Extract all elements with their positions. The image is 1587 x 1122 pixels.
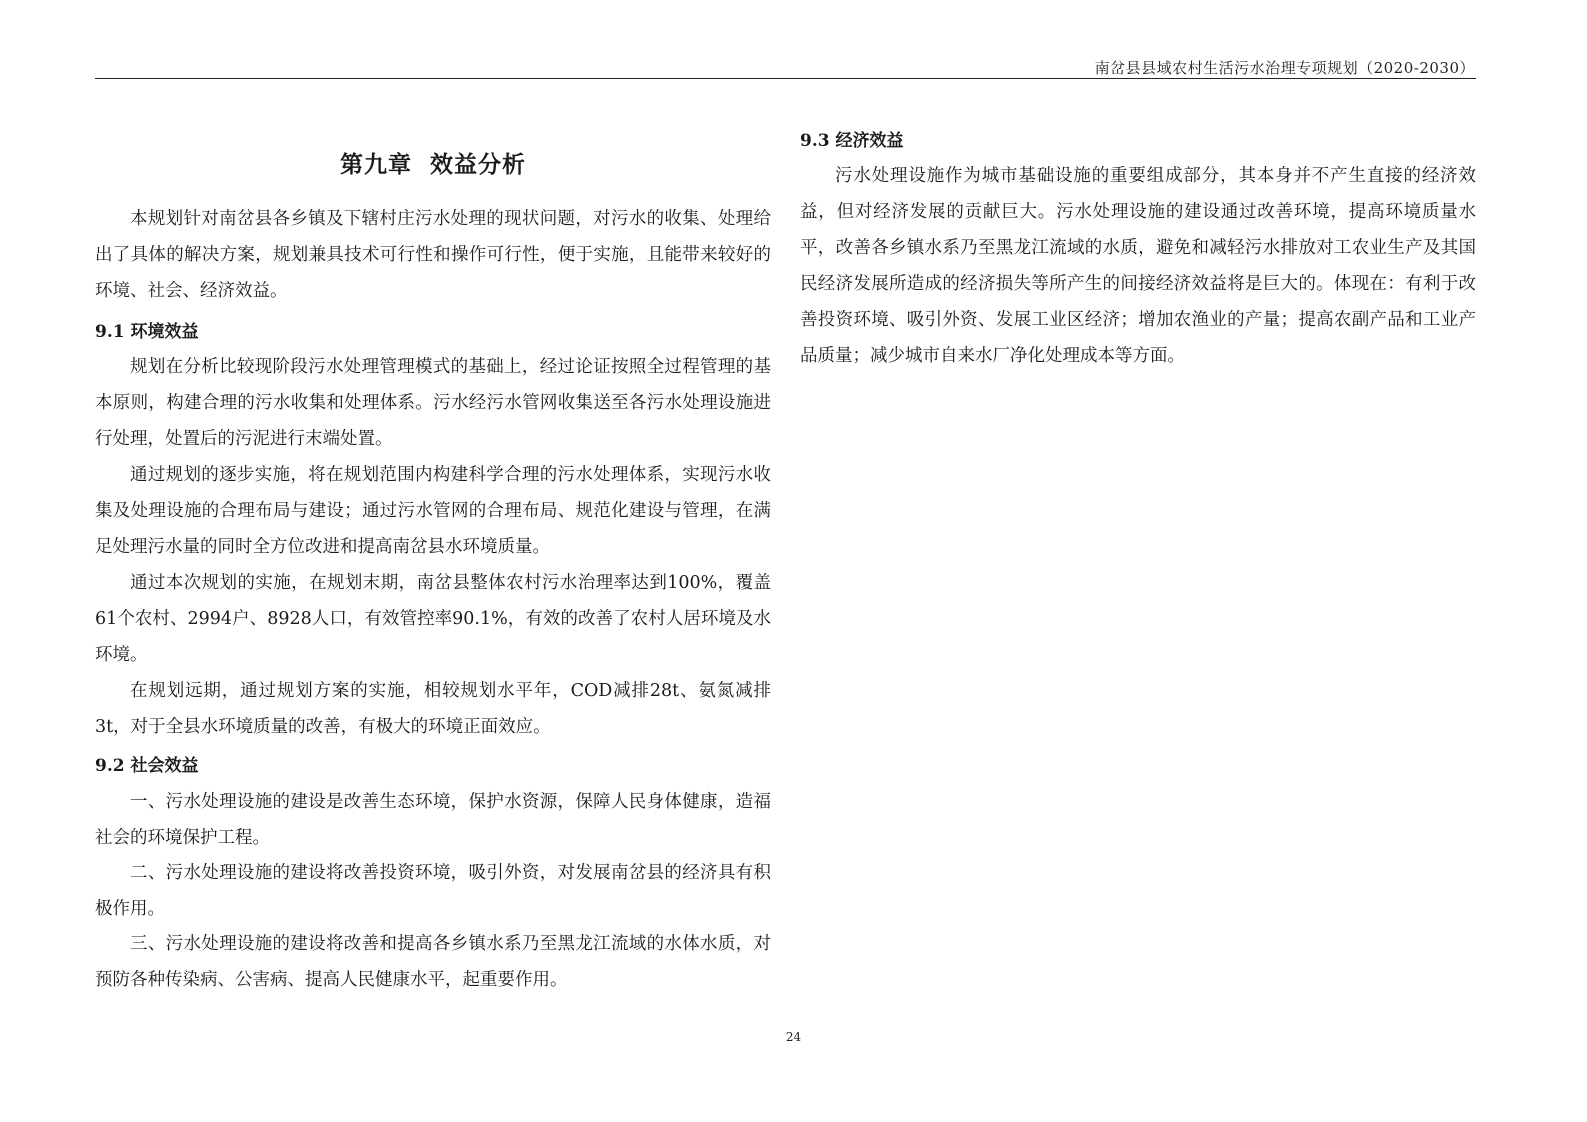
header-rule — [95, 78, 1476, 79]
chapter-intro: 本规划针对南岔县各乡镇及下辖村庄污水处理的现状问题，对污水的收集、处理给出了具体的解决方案，规划兼具技术可行性和操作可行性，便于实施，且能带来较好的环境、社会、经济效益。 — [95, 209, 771, 301]
paragraph: 规划在分析比较现阶段污水处理管理模式的基础上，经过论证按照全过程管理的基本原则，构建合理的污水收集和处理体系。污水经污水管网收集送至各污水处理设施进行处理，处置后的污泥进行末端处置。 — [95, 357, 771, 449]
section-heading-9-1: 9.1 环境效益 — [95, 322, 199, 342]
paragraph: 二、污水处理设施的建设将改善投资环境，吸引外资，对发展南岔县的经济具有积极作用。 — [95, 863, 771, 919]
paragraph: 污水处理设施作为城市基础设施的重要组成部分，其本身并不产生直接的经济效益，但对经济发展的贡献巨大。污水处理设施的建设通过改善环境，提高环境质量水平，改善各乡镇水系乃至黑龙江流域的水质，避免和减轻污水排放对工农业生产及其国民经济发展所造成的经济损失等所产生的间接经济效益将是巨大的。体现在：有利于改善投资环境、吸引外资、发展工业区经济；增加农渔业的产量；提高农副产品和工业产品质量；减少城市自来水厂净化处理成本等方面。 — [800, 166, 1476, 366]
section-heading-9-2: 9.2 社会效益 — [95, 756, 199, 776]
paragraph: 在规划远期，通过规划方案的实施，相较规划水平年，COD减排28t、氨氮减排3t，对于全县水环境质量的改善，有极大的环境正面效应。 — [95, 681, 771, 737]
section-heading-9-3: 9.3 经济效益 — [800, 131, 904, 151]
chapter-title: 第九章 效益分析 — [339, 151, 526, 178]
paragraph: 通过规划的逐步实施，将在规划范围内构建科学合理的污水处理体系，实现污水收集及处理设施的合理布局与建设；通过污水管网的合理布局、规范化建设与管理，在满足处理污水量的同时全方位改进和提高南岔县水环境质量。 — [95, 465, 771, 557]
running-header: 南岔县县域农村生活污水治理专项规划（2020-2030） — [1094, 59, 1475, 77]
paragraph: 一、污水处理设施的建设是改善生态环境，保护水资源，保障人民身体健康，造福社会的环境保护工程。 — [95, 792, 771, 848]
page-number: 24 — [785, 1030, 802, 1044]
paragraph: 通过本次规划的实施，在规划末期，南岔县整体农村污水治理率达到100%，覆盖61个农村、2994户、8928人口，有效管控率90.1%，有效的改善了农村人居环境及水环境。 — [95, 573, 771, 665]
paragraph: 三、污水处理设施的建设将改善和提高各乡镇水系乃至黑龙江流域的水体水质，对预防各种传染病、公害病、提高人民健康水平，起重要作用。 — [95, 934, 771, 990]
